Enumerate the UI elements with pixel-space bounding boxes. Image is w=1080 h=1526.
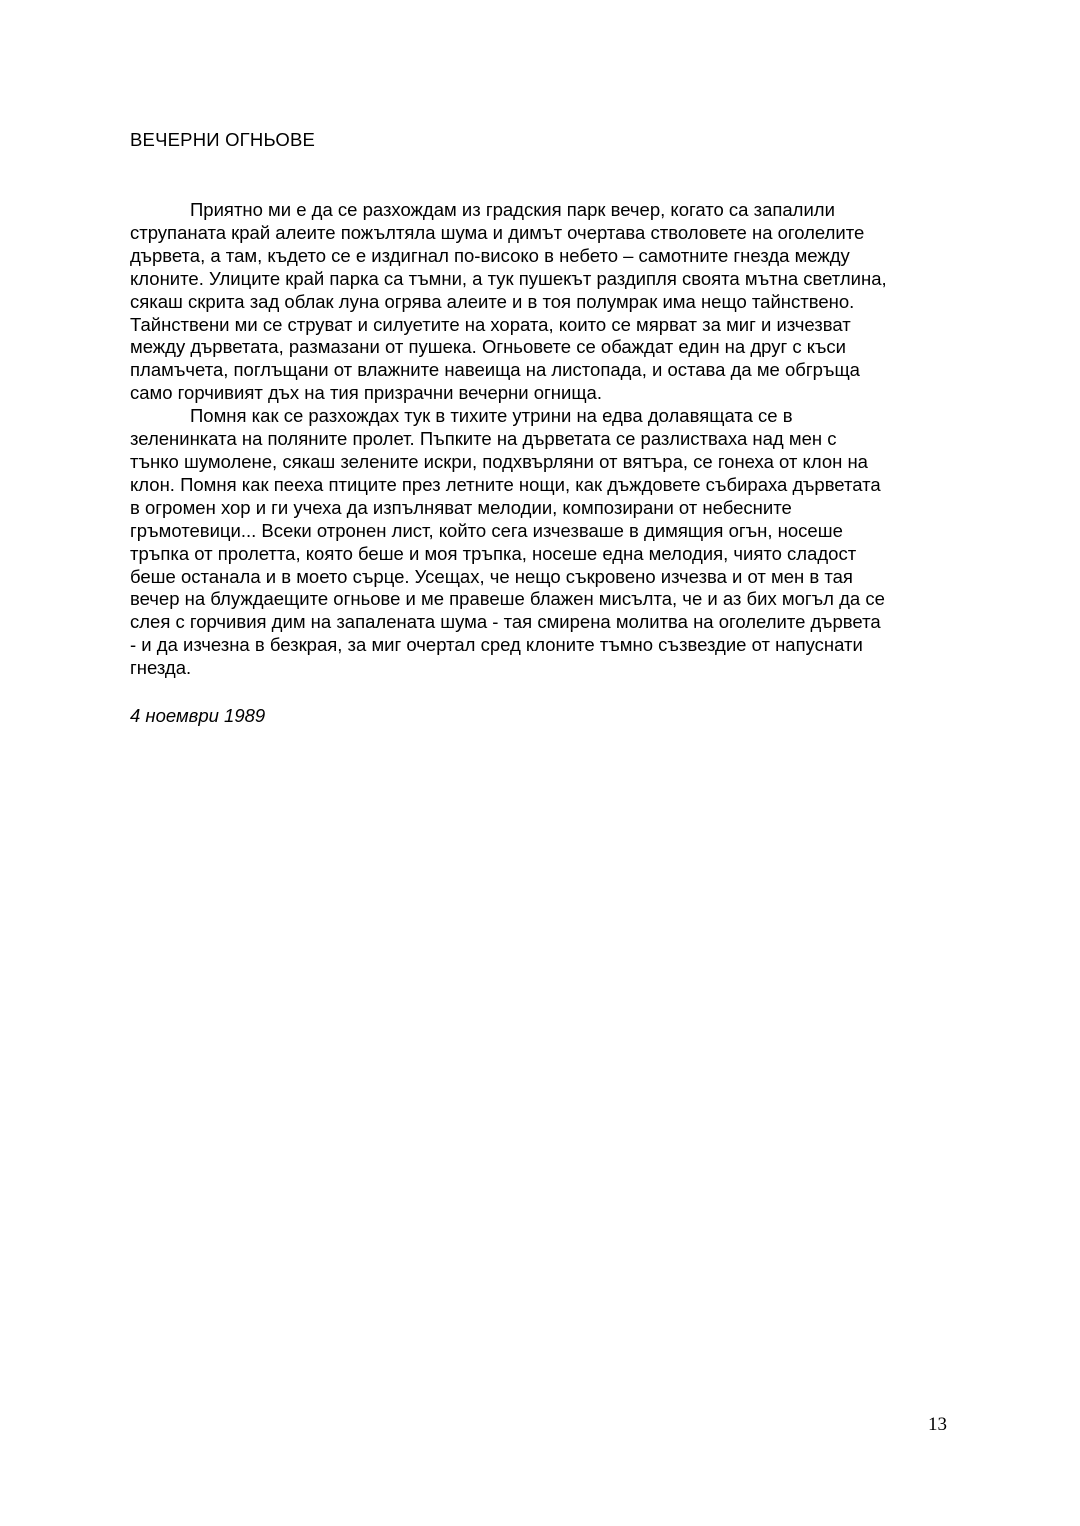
page-number: 13 bbox=[928, 1414, 947, 1435]
text-line: гнезда. bbox=[130, 657, 192, 679]
essay-title: ВЕЧЕРНИ ОГНЬОВЕ bbox=[130, 129, 316, 150]
text-line: - и да изчезна в безкрая, за миг очертал сред клоните тъмно съзвездие от напуснати bbox=[130, 634, 863, 656]
text-line: клон. Помня как пееха птиците през летните нощи, как дъждовете събираха дърветата bbox=[130, 473, 881, 495]
text-line: сякаш скрита зад облак луна огрява алеите и в тоя полумрак има нещо тайнствено. bbox=[130, 290, 855, 312]
text-line: между дърветата, размазани от пушека. Огньовете се обаждат един на друг с къси bbox=[130, 336, 846, 358]
text-line: пламъчета, поглъщани от влажните навеища на листопада, и остава да ме обгръща bbox=[130, 359, 860, 381]
text-line: тръпка от пролетта, която беше и моя тръпка, носеше една мелодия, чиято сладост bbox=[130, 542, 857, 564]
text-line: тънко шумолене, сякаш зелените искри, подхвърляни от вятъра, се гонеха от клон на bbox=[130, 450, 868, 472]
text-line: слея с горчивия дим на запалената шума - тая смирена молитва на оголелите дървета bbox=[130, 611, 881, 633]
text-line: Приятно ми е да се разхождам из градския парк вечер, когато са запалили bbox=[190, 199, 835, 220]
text-line: клоните. Улиците край парка са тъмни, а тук пушекът раздипля своята мътна светлина, bbox=[130, 267, 887, 289]
text-line: Тайнствени ми се струват и силуетите на хората, които се мярват за миг и изчезват bbox=[130, 313, 851, 335]
text-line: дървета, а там, където се е издигнал по-високо в небето – самотните гнезда между bbox=[130, 244, 850, 266]
text-line: гръмотевици... Всеки отронен лист, който сега изчезваше в димящия огън, носеше bbox=[130, 519, 843, 541]
text-line: вечер на блуждаещите огньове и ме правеше блажен мисълта, че и аз бих могъл да се bbox=[130, 588, 885, 610]
paragraph-1 bbox=[130, 199, 960, 405]
text-line: Помня как се разхождах тук в тихите утрини на едва долавящата се в bbox=[190, 405, 793, 427]
text-line: в огромен хор и ги учеха да изпълняват мелодии, композирани от небесните bbox=[130, 496, 792, 518]
text-line: струпаната край алеите пожълтяла шума и димът очертава стволовете на оголелите bbox=[130, 221, 865, 243]
text-line: зеленинката на поляните пролет. Пъпките на дърветата се разлистваха над мен с bbox=[130, 428, 837, 450]
essay-date: 4 ноември 1989 bbox=[130, 705, 266, 726]
paragraph-2 bbox=[130, 405, 960, 680]
text-line: беше останала и в моето сърце. Усещах, че нещо съкровено изчезва и от мен в тая bbox=[130, 565, 853, 587]
essay-body bbox=[130, 199, 960, 680]
text-line: само горчивият дъх на тия призрачни вечерни огнища. bbox=[130, 382, 602, 404]
